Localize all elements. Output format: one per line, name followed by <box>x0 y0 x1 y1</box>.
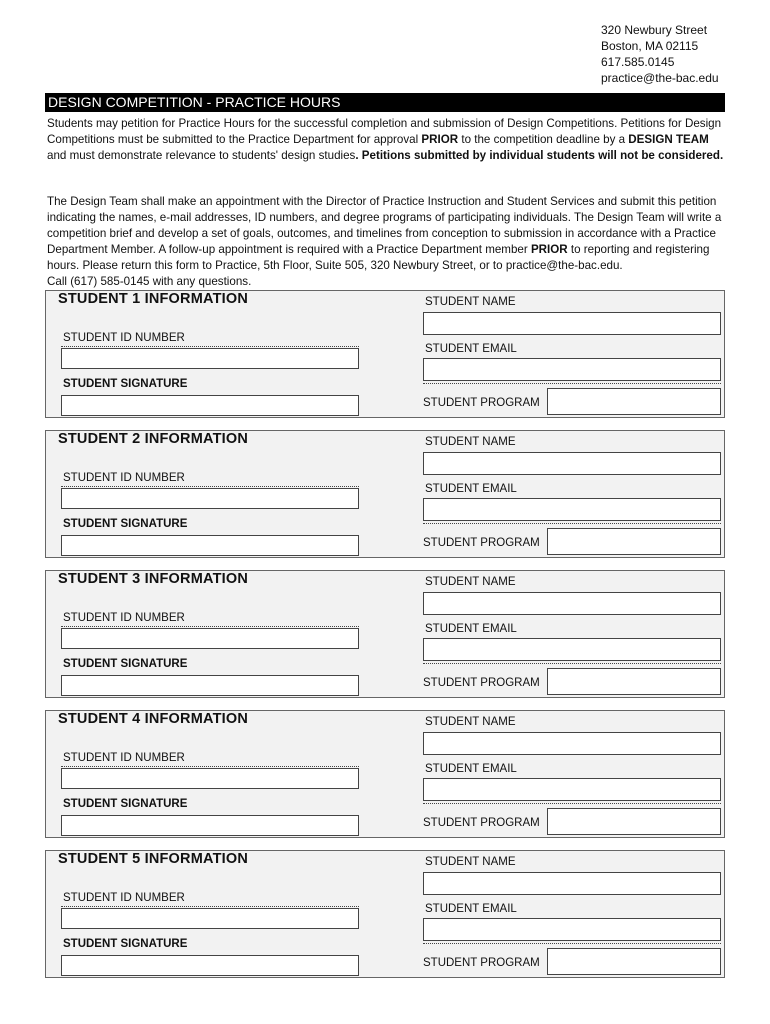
student-id-label: STUDENT ID NUMBER <box>63 332 185 344</box>
student-program-field[interactable] <box>547 808 721 835</box>
student-id-label: STUDENT ID NUMBER <box>63 472 185 484</box>
page-title: DESIGN COMPETITION - PRACTICE HOURS <box>45 93 725 112</box>
intro-paragraph <box>47 116 731 164</box>
divider <box>423 803 721 804</box>
instructions-bold-prior: PRIOR <box>530 243 568 256</box>
divider <box>61 626 359 627</box>
student-signature-label: STUDENT SIGNATURE <box>63 658 188 670</box>
student-section <box>45 570 725 698</box>
student-program-label: STUDENT PROGRAM <box>423 537 540 549</box>
instructions-paragraph <box>47 194 731 290</box>
student-program-field[interactable] <box>547 528 721 555</box>
student-id-field[interactable] <box>61 348 359 369</box>
address-street: 320 Newbury Street <box>601 23 708 37</box>
instructions-call: Call (617) 585-0145 with any questions. <box>47 275 252 288</box>
student-email-field[interactable] <box>423 918 721 941</box>
student-email-label: STUDENT EMAIL <box>425 483 517 495</box>
student-email-label: STUDENT EMAIL <box>425 343 517 355</box>
divider <box>61 346 359 347</box>
student-id-label: STUDENT ID NUMBER <box>63 612 185 624</box>
student-id-field[interactable] <box>61 488 359 509</box>
student-id-label: STUDENT ID NUMBER <box>63 892 185 904</box>
divider <box>61 766 359 767</box>
student-id-label: STUDENT ID NUMBER <box>63 752 185 764</box>
student-signature-label: STUDENT SIGNATURE <box>63 378 188 390</box>
student-signature-label: STUDENT SIGNATURE <box>63 798 188 810</box>
student-program-label: STUDENT PROGRAM <box>423 677 540 689</box>
student-name-field[interactable] <box>423 452 721 475</box>
student-signature-field[interactable] <box>61 955 359 976</box>
student-email-label: STUDENT EMAIL <box>425 623 517 635</box>
divider <box>61 486 359 487</box>
student-name-label: STUDENT NAME <box>425 856 516 868</box>
student-section-title: STUDENT 1 INFORMATION <box>58 291 249 307</box>
student-email-label: STUDENT EMAIL <box>425 763 517 775</box>
student-name-label: STUDENT NAME <box>425 436 516 448</box>
divider <box>423 943 721 944</box>
student-program-label: STUDENT PROGRAM <box>423 817 540 829</box>
instructions-text-1: The Design Team shall make an appointment with the Director of Practice Instruction and Student Services and submit this petition indicating the names, e-mail addresses, ID numbers, and degree programs of participating individuals. The Design Team will write a competition brief and develop a set of goals, outcomes, and timelines from conception to submission in accordance with a Practice Department Member. A follow-up appointment is required with a Practice Department member <box>47 195 722 256</box>
student-name-field[interactable] <box>423 732 721 755</box>
student-section-title: STUDENT 3 INFORMATION <box>58 571 249 587</box>
student-section <box>45 710 725 838</box>
divider <box>423 383 721 384</box>
student-id-field[interactable] <box>61 908 359 929</box>
student-name-label: STUDENT NAME <box>425 716 516 728</box>
student-signature-label: STUDENT SIGNATURE <box>63 938 188 950</box>
student-id-field[interactable] <box>61 768 359 789</box>
student-program-field[interactable] <box>547 388 721 415</box>
student-email-field[interactable] <box>423 778 721 801</box>
student-name-field[interactable] <box>423 312 721 335</box>
student-email-field[interactable] <box>423 498 721 521</box>
intro-bold-warning: . Petitions submitted by individual students will not be considered. <box>355 149 724 162</box>
student-signature-label: STUDENT SIGNATURE <box>63 518 188 530</box>
address-block <box>601 22 719 86</box>
divider <box>61 906 359 907</box>
address-phone: 617.585.0145 <box>601 55 675 69</box>
student-section <box>45 430 725 558</box>
student-signature-field[interactable] <box>61 815 359 836</box>
student-section <box>45 290 725 418</box>
student-program-label: STUDENT PROGRAM <box>423 957 540 969</box>
student-name-field[interactable] <box>423 872 721 895</box>
student-program-label: STUDENT PROGRAM <box>423 397 540 409</box>
student-section-title: STUDENT 5 INFORMATION <box>58 851 249 867</box>
student-section <box>45 850 725 978</box>
intro-text-2: to the competition deadline by a <box>458 133 629 146</box>
intro-bold-prior: PRIOR <box>421 133 459 146</box>
intro-text-1: Students may petition for Practice Hours for the successful completion and submission of Design Competitions. Petitions for Design Competitions must be submitted to the Practice Department for approval <box>47 117 722 146</box>
instructions-text-2: to reporting and registering hours. Please return this form to Practice, 5th Floor, Suite 505, 320 Newbury Street, or to practice@the-bac.edu. <box>47 243 710 272</box>
student-id-field[interactable] <box>61 628 359 649</box>
intro-text-3: and must demonstrate relevance to students' design studies <box>47 149 356 162</box>
student-email-field[interactable] <box>423 358 721 381</box>
student-section-title: STUDENT 2 INFORMATION <box>58 431 249 447</box>
student-name-label: STUDENT NAME <box>425 296 516 308</box>
student-section-title: STUDENT 4 INFORMATION <box>58 711 249 727</box>
divider <box>423 663 721 664</box>
intro-bold-design-team: DESIGN TEAM <box>628 133 709 146</box>
student-signature-field[interactable] <box>61 395 359 416</box>
student-program-field[interactable] <box>547 668 721 695</box>
student-program-field[interactable] <box>547 948 721 975</box>
divider <box>423 523 721 524</box>
address-city: Boston, MA 02115 <box>601 39 699 53</box>
student-signature-field[interactable] <box>61 675 359 696</box>
student-name-field[interactable] <box>423 592 721 615</box>
student-name-label: STUDENT NAME <box>425 576 516 588</box>
student-signature-field[interactable] <box>61 535 359 556</box>
student-email-label: STUDENT EMAIL <box>425 903 517 915</box>
address-email: practice@the-bac.edu <box>601 71 719 85</box>
student-email-field[interactable] <box>423 638 721 661</box>
